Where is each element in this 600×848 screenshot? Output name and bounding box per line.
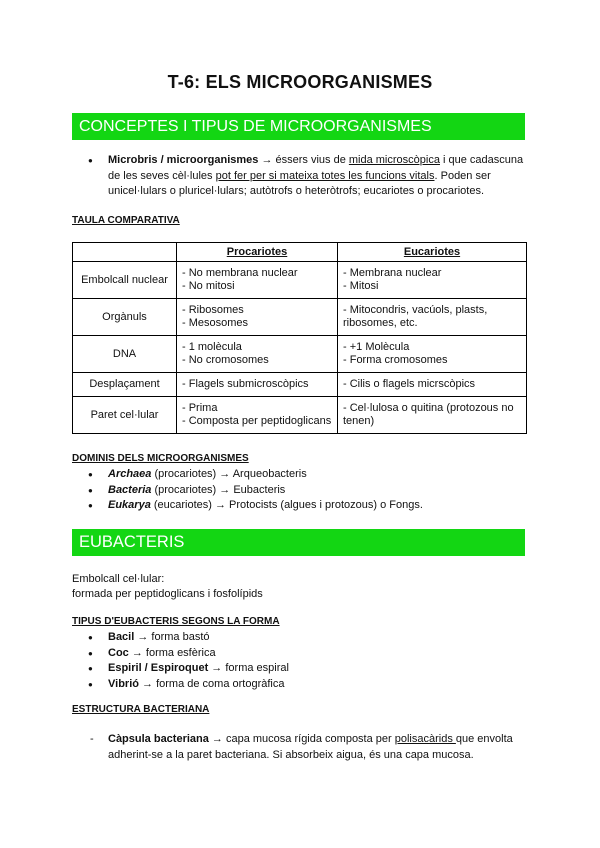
text-segment: que envolta adherint-se a la paret bacteriana. Si absorbeix aigua, és una capa mucosa. — [108, 733, 513, 761]
cell-line: tenen) — [343, 415, 375, 427]
cell-line: - +1 Molècula — [343, 341, 410, 353]
text-segment: . Poden ser unicel·lulars o pluricel·lulars; autòtrofs o heteròtrofs; eucariotes o procariotes. — [108, 169, 491, 197]
cell-line: - Mitocondris, vacúols, plasts, — [343, 304, 488, 316]
dominis-list — [72, 467, 532, 514]
table-cell — [338, 373, 527, 397]
list-item — [72, 661, 532, 677]
text-segment: (procariotes) → Eubacteris — [151, 483, 286, 496]
text-segment: → capa mucosa rígida composta per — [208, 733, 395, 745]
table-row — [73, 336, 527, 373]
underlined-text: pot fer per si mateixa totes les funcions vitals — [215, 169, 435, 182]
text-segment: → forma espiral — [208, 662, 289, 674]
list-item — [72, 153, 532, 200]
section-banner-eubacteris: EUBACTERIS — [72, 529, 525, 556]
row-label: DNA — [73, 336, 177, 373]
domain-archaea: Archaea — [108, 468, 152, 480]
table-row — [73, 299, 527, 336]
cell-line: - Mesosomes — [182, 317, 249, 329]
list-item — [72, 467, 532, 483]
shape-coc: Coc — [108, 646, 129, 659]
list-item — [72, 630, 532, 646]
embolcall-text — [72, 572, 263, 602]
domain-bacteria: Bacteria — [108, 483, 152, 496]
table-header-row — [73, 243, 527, 262]
cell-line: - Flagels submicroscòpics — [182, 378, 309, 390]
taula-comparativa-heading: TAULA COMPARATIVA — [72, 215, 180, 226]
comparison-table — [72, 242, 527, 434]
cell-line: - 1 molècula — [182, 341, 242, 353]
underlined-text: mida microscòpica — [348, 154, 440, 166]
list-item — [72, 732, 532, 763]
cell-line: - Membrana nuclear — [343, 267, 442, 279]
table-row — [73, 397, 527, 434]
table-header-empty — [73, 243, 177, 262]
text-segment: i que cadascuna de les seves cèl·lules — [108, 154, 524, 182]
table-row — [73, 373, 527, 397]
cell-line: - No membrana nuclear — [182, 267, 298, 279]
shape-espiril: Espiril / Espiroquet — [108, 662, 209, 674]
cell-line: - Cel·lulosa o quitina (protozous no — [343, 402, 514, 414]
table-row — [73, 262, 527, 299]
table-cell — [177, 373, 338, 397]
table-cell — [338, 262, 527, 299]
text-segment: → forma esfèrica — [128, 646, 216, 659]
list-item — [72, 498, 532, 514]
underlined-text: polisacàrids — [394, 733, 456, 745]
cell-line: ribosomes, etc. — [343, 317, 418, 329]
text-segment: → éssers vius de — [258, 154, 349, 166]
cell-line: - Cilis o flagels micrscòpics — [343, 378, 476, 390]
section-banner-conceptes: CONCEPTES I TIPUS DE MICROORGANISMES — [72, 113, 525, 140]
table-header-eucariotes: Eucariotes — [338, 243, 527, 262]
dominis-heading: DOMINIS DELS MICROORGANISMES — [72, 453, 249, 464]
cell-line: - Forma cromosomes — [343, 354, 448, 366]
list-item — [72, 677, 532, 693]
table-cell — [177, 262, 338, 299]
text-segment: (eucariotes) → Protocists (algues i protozous) o Fongs. — [150, 499, 423, 511]
table-header-procariotes: Procariotes — [177, 243, 338, 262]
text-segment: → forma de coma ortogràfica — [138, 677, 285, 690]
cell-line: - No mitosi — [182, 280, 235, 292]
table-cell — [177, 299, 338, 336]
table-cell — [338, 336, 527, 373]
term-capsula: Càpsula bacteriana — [108, 733, 209, 745]
cell-line: - Mitosi — [343, 280, 379, 292]
text-line: formada per peptidoglicans i fosfolípids — [72, 588, 263, 600]
row-label: Paret cel·lular — [73, 397, 177, 434]
cell-line: - Prima — [182, 402, 218, 414]
tipus-list — [72, 630, 532, 692]
table-cell — [338, 299, 527, 336]
cell-line: - No cromosomes — [182, 354, 269, 366]
table-cell — [338, 397, 527, 434]
text-segment: (procariotes) → Arqueobacteris — [151, 468, 307, 480]
table-cell — [177, 336, 338, 373]
estructura-heading: ESTRUCTURA BACTERIANA — [72, 704, 210, 715]
tipus-heading: TIPUS D'EUBACTERIS SEGONS LA FORMA — [72, 616, 280, 627]
row-label: Orgànuls — [73, 299, 177, 336]
table-cell — [177, 397, 338, 434]
shape-bacil: Bacil — [108, 631, 135, 643]
text-segment: → forma bastó — [134, 631, 210, 643]
text-line: Embolcall cel·lular: — [72, 573, 165, 585]
page-title: T-6: ELS MICROORGANISMES — [167, 72, 433, 92]
estructura-list — [72, 732, 532, 763]
row-label: Desplaçament — [73, 373, 177, 397]
microorganismes-definition-list — [72, 153, 532, 200]
domain-eukarya: Eukarya — [108, 499, 151, 511]
row-label: Embolcall nuclear — [73, 262, 177, 299]
cell-line: - Ribosomes — [182, 304, 244, 316]
term-microorganismes: Microbris / microorganismes — [108, 154, 259, 166]
list-item — [72, 646, 532, 662]
shape-vibrio: Vibrió — [108, 677, 139, 690]
list-item — [72, 483, 532, 499]
cell-line: - Composta per peptidoglicans — [182, 415, 332, 427]
